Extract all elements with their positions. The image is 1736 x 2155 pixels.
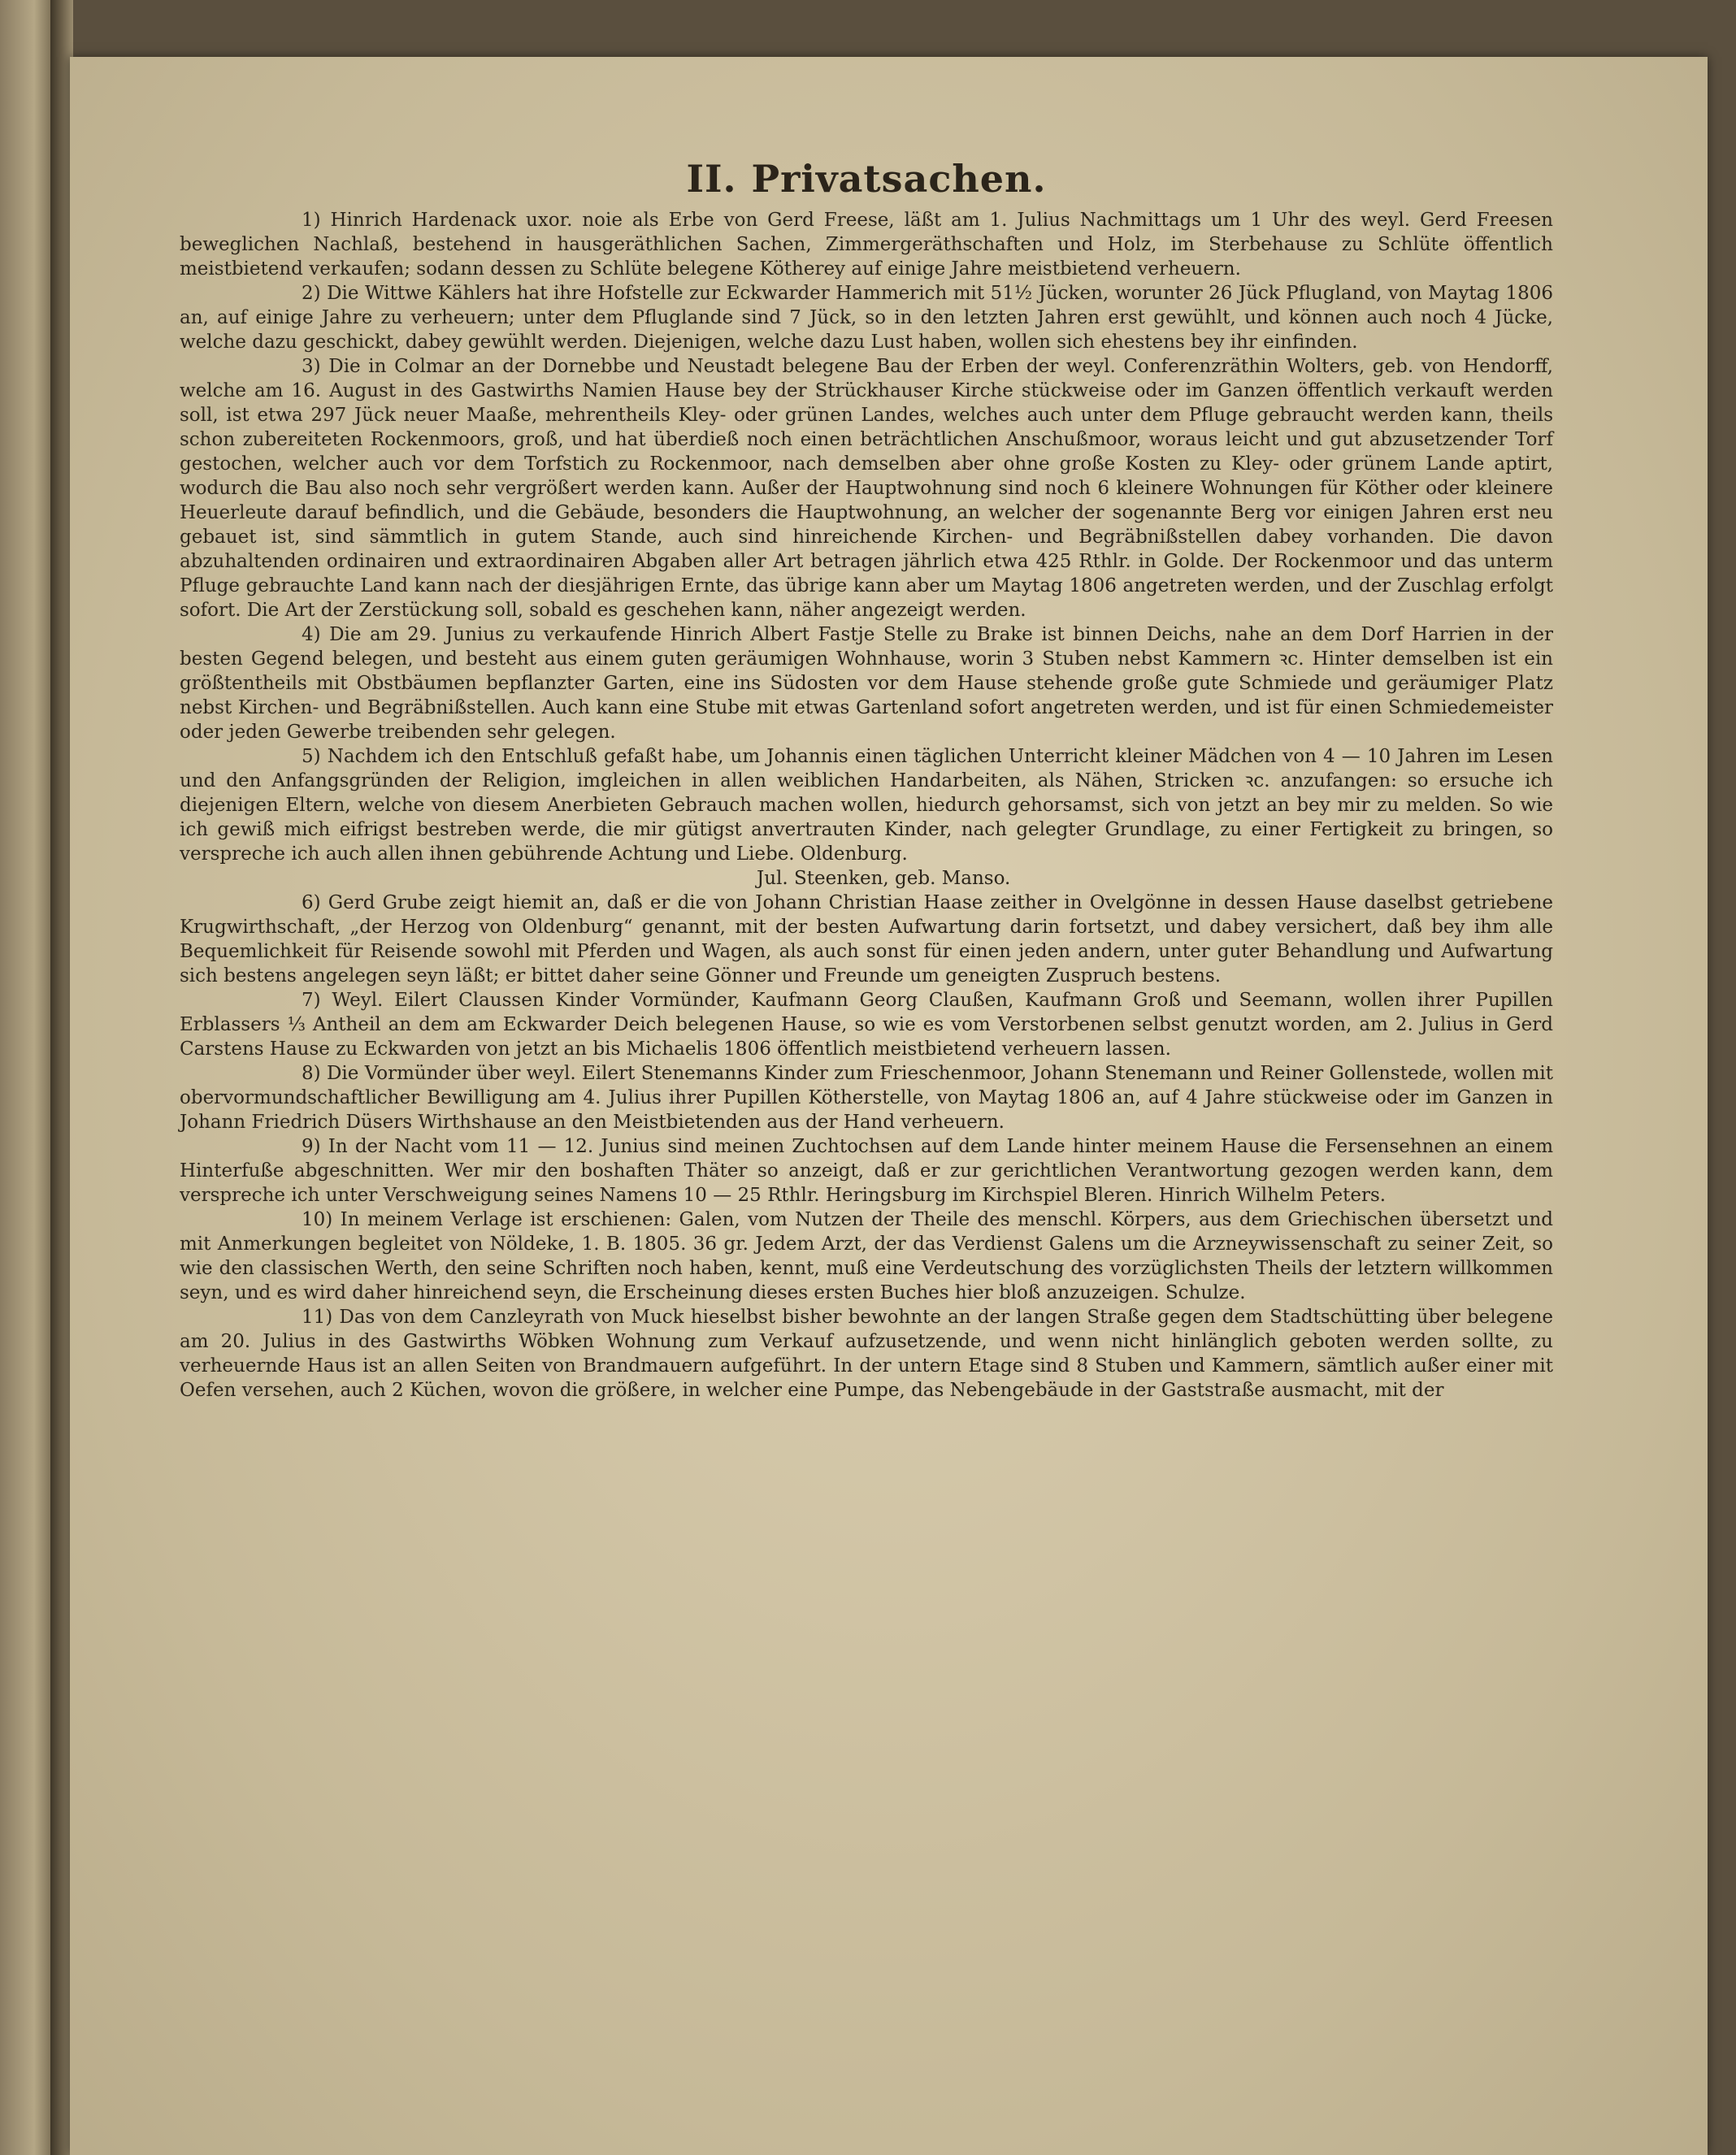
entry-9: 9) In der Nacht vom 11 — 12. Junius sind meinen Zuchtochsen auf dem Lande hinter meinem Hause die Fersensehnen an einem Hinterfuße abgeschnitten. Wer mir den boshaften Thäter so anzeigt, daß er zur gerichtlichen Verantwortung gezogen werden kann, dem verspreche ich unter Verschweigung seines Namens 10 — 25 Rthlr. Heringsburg im Kirchspiel Bleren. Hinrich Wilhelm Peters. <box>180 1136 1553 1206</box>
document-page <box>70 57 1708 2155</box>
entry-5-signature: Jul. Steenken, geb. Manso. <box>757 868 1011 889</box>
entry-8: 8) Die Vormünder über weyl. Eilert Stenemanns Kinder zum Frieschenmoor, Johann Stenemann und Reiner Gollenstede, wollen mit obervormundschaftlicher Bewilligung am 4. Julius ihrer Pupillen Kötherstelle, von Maytag 1806 an, auf 4 Jahre stückweise oder im Ganzen in Johann Friedrich Düsers Wirthshause an den Meistbietenden aus der Hand verheuern. <box>180 1063 1553 1133</box>
section-heading <box>180 154 1553 203</box>
page-content <box>180 154 1553 1403</box>
entry-11: 11) Das von dem Canzleyrath von Muck hieselbst bisher bewohnte an der langen Straße gegen dem Stadtschütting über belegene am 20. Julius in des Gastwirths Wöbken Wohnung zum Verkauf aufzusetzende, und wenn nicht hinlänglich geboten werden sollte, zu verheuernde Haus ist an allen Seiten von Brandmauern aufgeführt. In der untern Etage sind 8 Stuben und Kammern, sämtlich außer einer mit Oefen versehen, auch 2 Küchen, wovon die größere, in welcher eine Pumpe, das Nebengebäude in der Gaststraße ausmacht, mit der <box>180 1307 1553 1401</box>
entry-10: 10) In meinem Verlage ist erschienen: Galen, vom Nutzen der Theile des menschl. Körpers, aus dem Griechischen übersetzt und mit Anmerkungen begleitet von Nöldeke, 1. B. 1805. 36 gr. Jedem Arzt, der das Verdienst Galens um die Arzneywissenschaft zu seiner Zeit, so wie den classischen Werth, den seine Schriften noch haben, kennt, muß eine Verdeutschung des vorzüglichsten Theils der letztern willkommen seyn, und es wird daher hinreichend seyn, die Erscheinung dieses ersten Buches hier bloß anzuzeigen. Schulze. <box>180 1209 1553 1303</box>
entry-1: 1) Hinrich Hardenack uxor. noie als Erbe von Gerd Freese, läßt am 1. Julius Nachmittags um 1 Uhr des weyl. Gerd Freesen beweglichen Nachlaß, bestehend in hausgeräthlichen Sachen, Zimmergeräthschaften und Holz, im Sterbehause zu Schlüte öffentlich meistbietend verkaufen; sodann dessen zu Schlüte belegene Kötherey auf einige Jahre meistbietend verheuern. <box>180 210 1553 280</box>
section-number: II. <box>686 157 737 201</box>
entry-2: 2) Die Wittwe Kählers hat ihre Hofstelle zur Eckwarder Hammerich mit 51½ Jücken, worunter 26 Jück Pflugland, von Maytag 1806 an, auf einige Jahre zu verheuern; unter dem Pfluglande sind 7 Jück, so in den letzten Jahren erst gewühlt, und können auch noch 4 Jücke, welche dazu geschickt, dabey gewühlt werden. Diejenigen, welche dazu Lust haben, wollen sich ehestens bey ihr einfinden. <box>180 283 1553 353</box>
entry-7: 7) Weyl. Eilert Claussen Kinder Vormünder, Kaufmann Georg Claußen, Kaufmann Groß und Seemann, wollen ihrer Pupillen Erblassers ⅓ Antheil an dem am Eckwarder Deich belegenen Hause, so wie es vom Verstorbenen selbst genutzt worden, am 2. Julius in Gerd Carstens Hause zu Eckwarden von jetzt an bis Michaelis 1806 öffentlich meistbietend verheuern lassen. <box>180 990 1553 1060</box>
section-title: Privatsachen. <box>751 157 1047 201</box>
entry-3: 3) Die in Colmar an der Dornebbe und Neustadt belegene Bau der Erben der weyl. Conferenzräthin Wolters, geb. von Hendorff, welche am 16. August in des Gastwirths Namien Hause bey der Strückhauser Kirche stückweise oder im Ganzen öffentlich verkauft werden soll, ist etwa 297 Jück neuer Maaße, mehrentheils Kley- oder grünen Landes, welches auch unter dem Pfluge gebraucht werden kann, theils schon zubereiteten Rockenmoors, groß, und hat überdieß noch einen beträchtlichen Anschußmoor, woraus leicht und gut abzusetzender Torf gestochen, welcher auch vor dem Torfstich zu Rockenmoor, nach demselben aber ohne große Kosten zu Kley- oder grünem Lande aptirt, wodurch die Bau also noch sehr vergrößert werden kann. Außer der Hauptwohnung sind noch 6 kleinere Wohnungen für Köther oder kleinere Heuerleute darauf befindlich, und die Gebäude, besonders die Hauptwohnung, an welcher der sogenannte Berg vor einigen Jahren erst neu gebauet ist, sind sämmtlich in gutem Stande, auch sind hinreichende Kirchen- und Begräbnißstellen dabey vorhanden. Die davon abzuhaltenden ordinairen und extraordinairen Abgaben aller Art betragen jährlich etwa 425 Rthlr. in Golde. Der Rockenmoor und das unterm Pfluge gebrauchte Land kann nach der diesjährigen Ernte, das übrige kann aber um Maytag 1806 angetreten werden, und der Zuschlag erfolgt sofort. Die Art der Zerstückung soll, sobald es geschehen kann, näher angezeigt werden. <box>180 356 1553 621</box>
entry-4: 4) Die am 29. Junius zu verkaufende Hinrich Albert Fastje Stelle zu Brake ist binnen Deichs, nahe an dem Dorf Harrien in der besten Gegend belegen, und besteht aus einem guten geräumigen Wohnhause, worin 3 Stuben nebst Kammern ꝛc. Hinter demselben ist ein größtentheils mit Obstbäumen bepflanzter Garten, eine ins Südosten vor dem Hause stehende große gute Schmiede und geräumiger Platz nebst Kirchen- und Begräbnißstellen. Auch kann eine Stube mit etwas Gartenland sofort angetreten werden, und ist für einen Schmiedemeister oder jeden Gewerbe treibenden sehr gelegen. <box>180 624 1553 743</box>
previous-page-edge <box>0 0 57 2155</box>
entry-6: 6) Gerd Grube zeigt hiemit an, daß er die von Johann Christian Haase zeither in Ovelgönne in dessen Hause daselbst getriebene Krugwirthschaft, „der Herzog von Oldenburg“ genannt, mit der besten Aufwartung darin fortsetzt, und dabey versichert, daß bey ihm alle Bequemlichkeit für Reisende sowohl mit Pferden und Wagen, als auch sonst für einen jeden andern, unter guter Behandlung und Aufwartung sich bestens angelegen seyn läßt; er bittet daher seine Gönner und Freunde um geneigten Zuspruch bestens. <box>180 892 1553 986</box>
entry-5: 5) Nachdem ich den Entschluß gefaßt habe, um Johannis einen täglichen Unterricht kleiner Mädchen von 4 — 10 Jahren im Lesen und den Anfangsgründen der Religion, imgleichen in allen weiblichen Handarbeiten, als Nähen, Stricken ꝛc. anzufangen: so ersuche ich diejenigen Eltern, welche von diesem Anerbieten Gebrauch machen wollen, hiedurch gehorsamst, sich von jetzt an bey mir zu melden. So wie ich gewiß mich eifrigst bestreben werde, die mir gütigst anvertrauten Kinder, nach gelegter Grundlage, zu einer Fertigkeit zu bringen, so verspreche ich auch allen ihnen gebührende Achtung und Liebe. Oldenburg. <box>180 746 1553 865</box>
